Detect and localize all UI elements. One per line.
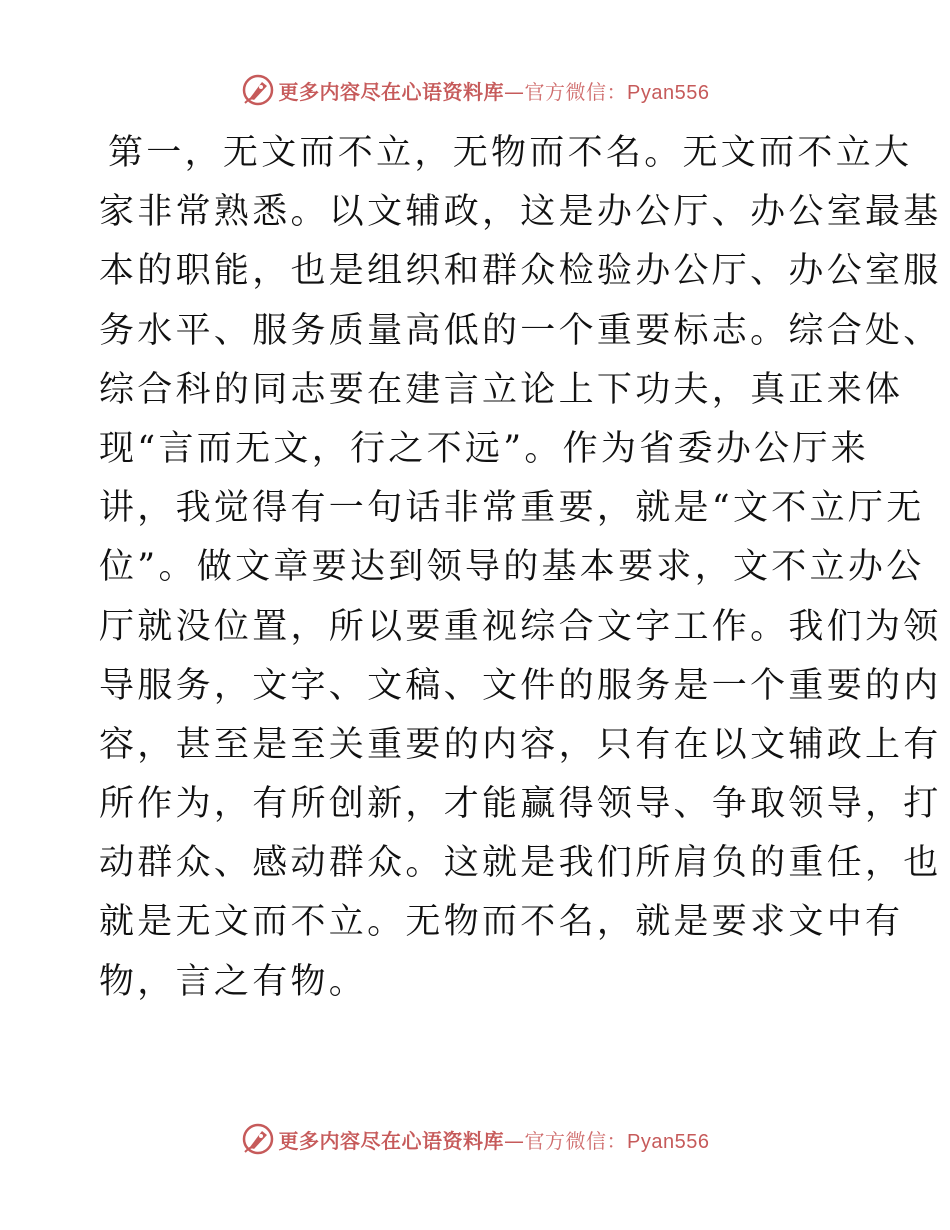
paragraph-line: 物，言之有物。 [99, 961, 368, 1002]
pen-nib-circle-logo-icon [241, 73, 275, 107]
banner-separator: — [504, 1128, 525, 1153]
banner-main-text: 更多内容尽在心语资料库 [278, 1128, 505, 1153]
banner-main-text: 更多内容尽在心语资料库 [278, 79, 505, 104]
pen-nib-circle-logo-icon [241, 1122, 275, 1156]
paragraph-line: 家非常熟悉。以文辅政，这是办公厅、办公室最基 [99, 192, 942, 233]
banner-wechat-id: Pyan556 [627, 1130, 710, 1153]
banner-wechat-label: 官方微信： [524, 79, 628, 104]
banner-wechat-id: Pyan556 [627, 81, 710, 104]
footer-banner [0, 1119, 950, 1159]
paragraph-line: 位”。做文章要达到领导的基本要求，文不立办公 [99, 547, 925, 588]
document-paragraph [99, 124, 942, 1012]
paragraph-line: 现“言而无文，行之不远”。作为省委办公厅来 [99, 428, 870, 469]
paragraph-line: 本的职能，也是组织和群众检验办公厅、办公室服 [99, 251, 942, 292]
paragraph-line: 容，甚至是至关重要的内容，只有在以文辅政上有 [99, 724, 942, 765]
paragraph-line: 综合科的同志要在建言立论上下功夫，真正来体 [99, 369, 904, 410]
header-banner [0, 70, 950, 110]
banner-wechat-label: 官方微信： [524, 1128, 628, 1153]
paragraph-line: 务水平、服务质量高低的一个重要标志。综合处、 [99, 310, 942, 351]
paragraph-line: 动群众、感动群众。这就是我们所肩负的重任，也 [99, 843, 942, 884]
paragraph-line: 第一，无文而不立，无物而不名。无文而不立大 [108, 133, 913, 173]
paragraph-line: 所作为，有所创新，才能赢得领导、争取领导，打 [99, 784, 942, 825]
paragraph-line: 就是无文而不立。无物而不名，就是要求文中有 [99, 902, 904, 943]
paragraph-line: 导服务，文字、文稿、文件的服务是一个重要的内 [99, 665, 942, 706]
banner-separator: — [504, 79, 525, 104]
paragraph-line: 讲，我觉得有一句话非常重要，就是“文不立厅无 [99, 488, 925, 529]
paragraph-line: 厅就没位置，所以要重视综合文字工作。我们为领 [99, 606, 942, 647]
